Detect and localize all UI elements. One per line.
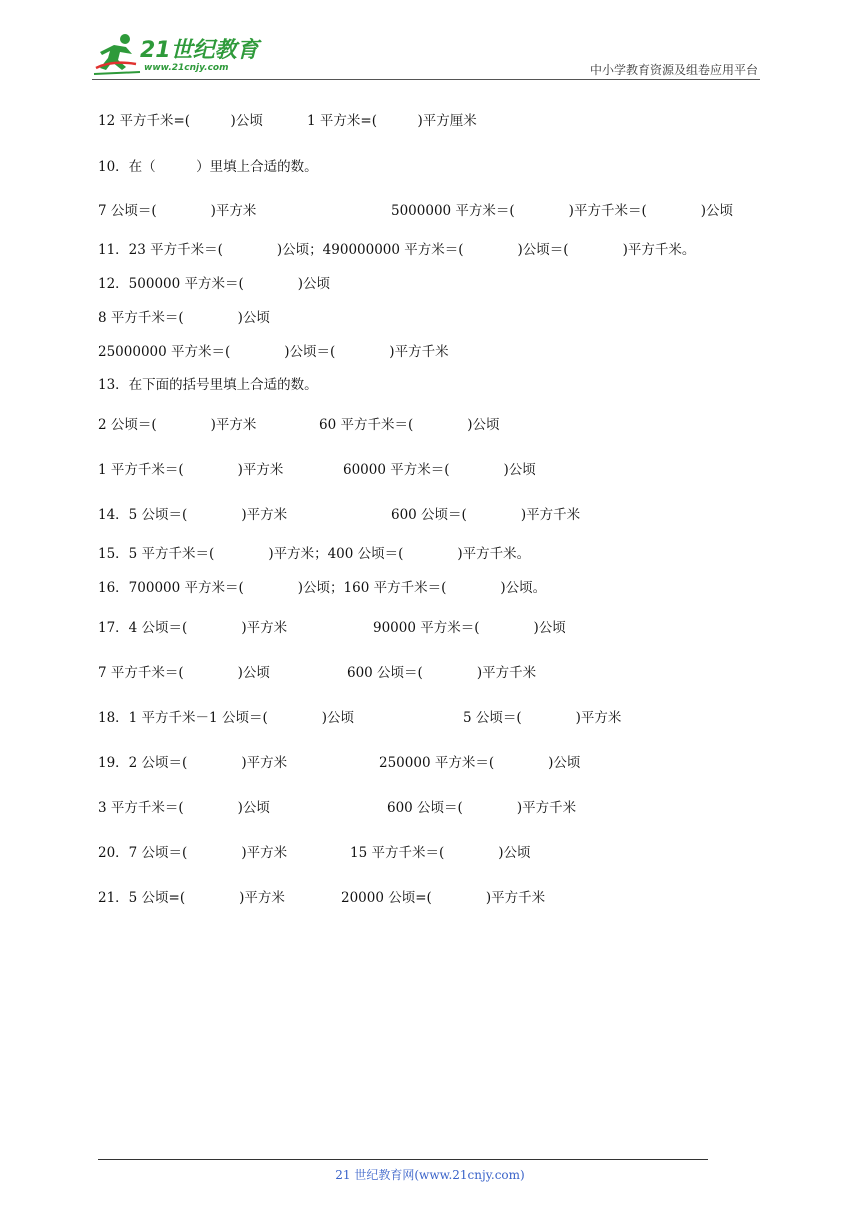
question-text: 7 平方千米＝( )公顷	[98, 665, 270, 681]
question-text: 15 平方千米＝( )公顷	[350, 845, 531, 861]
question-text: 18．1 平方千米－1 公顷＝( )公顷	[98, 710, 354, 726]
question-text: 11．23 平方千米＝( )公顷；490000000 平方米＝( )公顷＝( )平方千米。	[98, 242, 696, 258]
question-text: 1 平方米=( )平方厘米	[307, 113, 477, 129]
site-logo[interactable]	[92, 30, 262, 78]
question-text: 250000 平方米＝( )公顷	[379, 755, 581, 771]
question-text: 20000 公顷=( )平方千米	[341, 890, 546, 906]
question-text: 12 平方千米=( )公顷	[98, 113, 263, 129]
question-text: 8 平方千米＝( )公顷	[98, 310, 270, 326]
platform-label: 中小学教育资源及组卷应用平台	[589, 63, 758, 77]
question-text: 90000 平方米＝( )公顷	[373, 620, 566, 636]
question-text: 7 公顷＝( )平方米	[98, 203, 257, 219]
question-text: 14．5 公顷＝( )平方米	[98, 507, 288, 523]
question-text: 16．700000 平方米＝( )公顷；160 平方千米＝( )公顷。	[98, 580, 547, 596]
question-text: 2 公顷＝( )平方米	[98, 417, 257, 433]
question-text: 19．2 公顷＝( )平方米	[98, 755, 288, 771]
question-text: 600 公顷＝( )平方千米	[347, 665, 537, 681]
question-text: 13．在下面的括号里填上合适的数。	[98, 377, 318, 393]
question-text: 60000 平方米＝( )公顷	[343, 462, 536, 478]
question-text: 20．7 公顷＝( )平方米	[98, 845, 288, 861]
question-text: 3 平方千米＝( )公顷	[98, 800, 270, 816]
question-text: 12．500000 平方米＝( )公顷	[98, 276, 331, 292]
logo-url: www.21cnjy.com	[144, 63, 229, 73]
question-text: 5000000 平方米＝( )平方千米＝( )公顷	[391, 203, 733, 219]
question-text: 5 公顷＝( )平方米	[463, 710, 622, 726]
question-text: 600 公顷＝( )平方千米	[391, 507, 581, 523]
question-text: 25000000 平方米＝( )公顷＝( )平方千米	[98, 344, 449, 360]
question-text: 60 平方千米＝( )公顷	[319, 417, 500, 433]
question-text: 21．5 公顷=( )平方米	[98, 890, 285, 906]
question-text: 17．4 公顷＝( )平方米	[98, 620, 288, 636]
footer-link[interactable]: 21 世纪教育网(www.21cnjy.com)	[335, 1168, 525, 1182]
footer-divider	[98, 1159, 708, 1160]
page-header	[92, 30, 760, 80]
question-text: 10．在（ ）里填上合适的数。	[98, 159, 318, 175]
runner-icon	[92, 30, 144, 78]
question-text: 600 公顷＝( )平方千米	[387, 800, 577, 816]
logo-text: 21世纪教育	[140, 38, 259, 63]
question-text: 15．5 平方千米＝( )平方米；400 公顷＝( )平方千米。	[98, 546, 531, 562]
question-text: 1 平方千米＝( )平方米	[98, 462, 284, 478]
header-divider	[92, 79, 760, 80]
